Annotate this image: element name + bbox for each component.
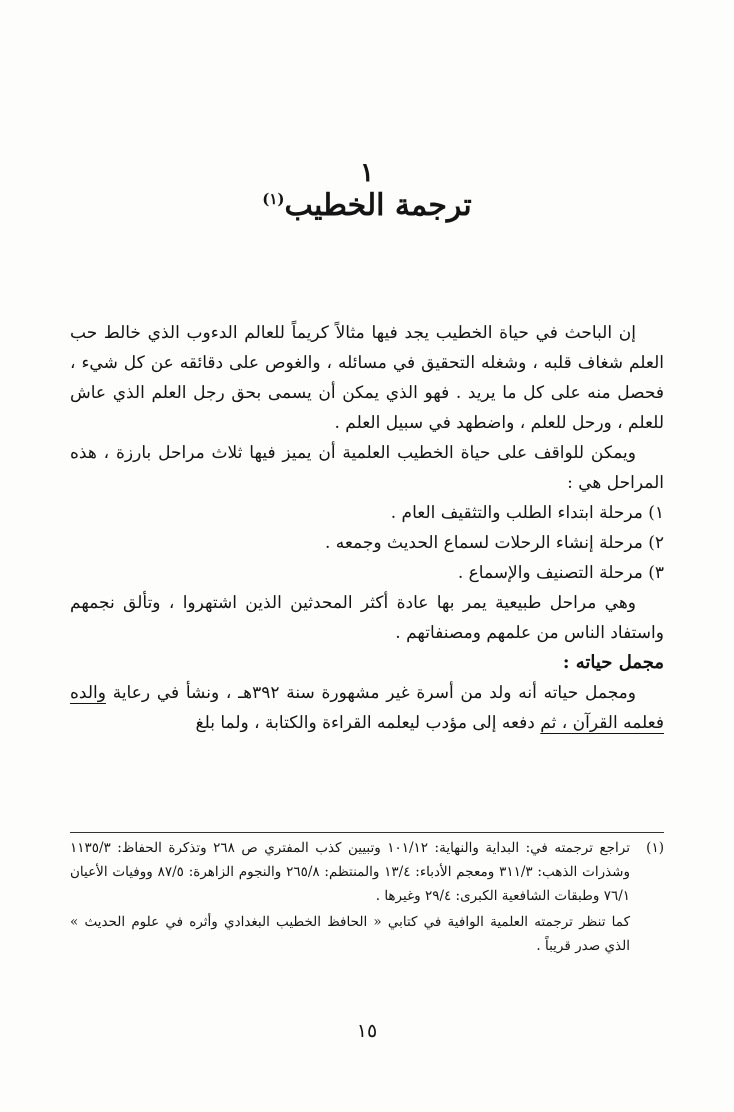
intro-paragraph: إن الباحث في حياة الخطيب يجد فيها مثالاً كريماً للعالم الدءوب الذي خالط حب العلم شغاف قلبه ، وشغله التحقيق في مسائله ، والغوص على دقائقه عن كل شيء ، فحصل منه على كل ما يريد . فهو الذي يمكن أن يسمى بحق رجل العلم الذي عاش للعلم ، ورحل للعلم ، واضطهد في سبيل العلم . <box>70 323 664 433</box>
chapter-title: ترجمة الخطيب <box>284 188 472 223</box>
page-number: ١٥ <box>356 1020 378 1042</box>
footnote-note: كما تنظر ترجمته العلمية الوافية في كتابي « الحافظ الخطيب البغدادي وأثره في علوم الحديث » الذي صدر قريباً . <box>70 914 630 954</box>
stage-item-2: ٢) مرحلة إنشاء الرحلات لسماع الحديث وجمعه . <box>324 533 664 553</box>
chapter-number: ١ <box>360 158 374 188</box>
body-text <box>70 318 664 738</box>
chapter-title-line <box>0 188 734 223</box>
footnotes <box>70 836 664 958</box>
chapter-footnote-ref: (١) <box>262 190 285 208</box>
section-heading: مجمل حياته : <box>562 652 664 673</box>
stage-item-1: ١) مرحلة ابتداء الطلب والتثقيف العام . <box>390 503 664 523</box>
life-paragraph-underlined: والده فعلمه القرآن ، ثم <box>70 683 664 733</box>
stage-item-3: ٣) مرحلة التصنيف والإسماع . <box>457 563 664 583</box>
footnote-marker: (١) <box>646 840 664 856</box>
life-paragraph-start: ومجمل حياته أنه ولد من أسرة غير مشهورة سنة ٣٩٢هـ ، ونشأ في رعاية <box>112 683 636 703</box>
footnote-divider <box>70 832 664 833</box>
stages-intro-paragraph: ويمكن للواقف على حياة الخطيب العلمية أن يميز فيها ثلاث مراحل بارزة ، هذه المراحل هي : <box>70 443 664 493</box>
footnote-1 <box>70 836 664 908</box>
stages-outro-paragraph: وهي مراحل طبيعية يمر بها عادة أكثر المحدثين الذين اشتهروا ، وتألق نجمهم واستفاد الناس من علمهم ومصنفاتهم . <box>70 593 664 643</box>
life-paragraph <box>70 678 664 738</box>
footnote-text: تراجع ترجمته في: البداية والنهاية: ١٠١/١٢ وتبيين كذب المفتري ص ٢٦٨ وتذكرة الحفاظ: ١١٣٥/٣ وشذرات الذهب: ٣١١/٣ ومعجم الأدباء: ١٣/٤ والمنتظم: ٢٦٥/٨ والنجوم الزاهرة: ٨٧/٥ ووفيات الأعيان ٧٦/١ وطبقات الشافعية الكبرى: ٢٩/٤ وغيرها . <box>70 840 631 904</box>
life-paragraph-rest: دفعه إلى مؤدب ليعلمه القراءة والكتابة ، ولما بلغ <box>195 713 535 733</box>
